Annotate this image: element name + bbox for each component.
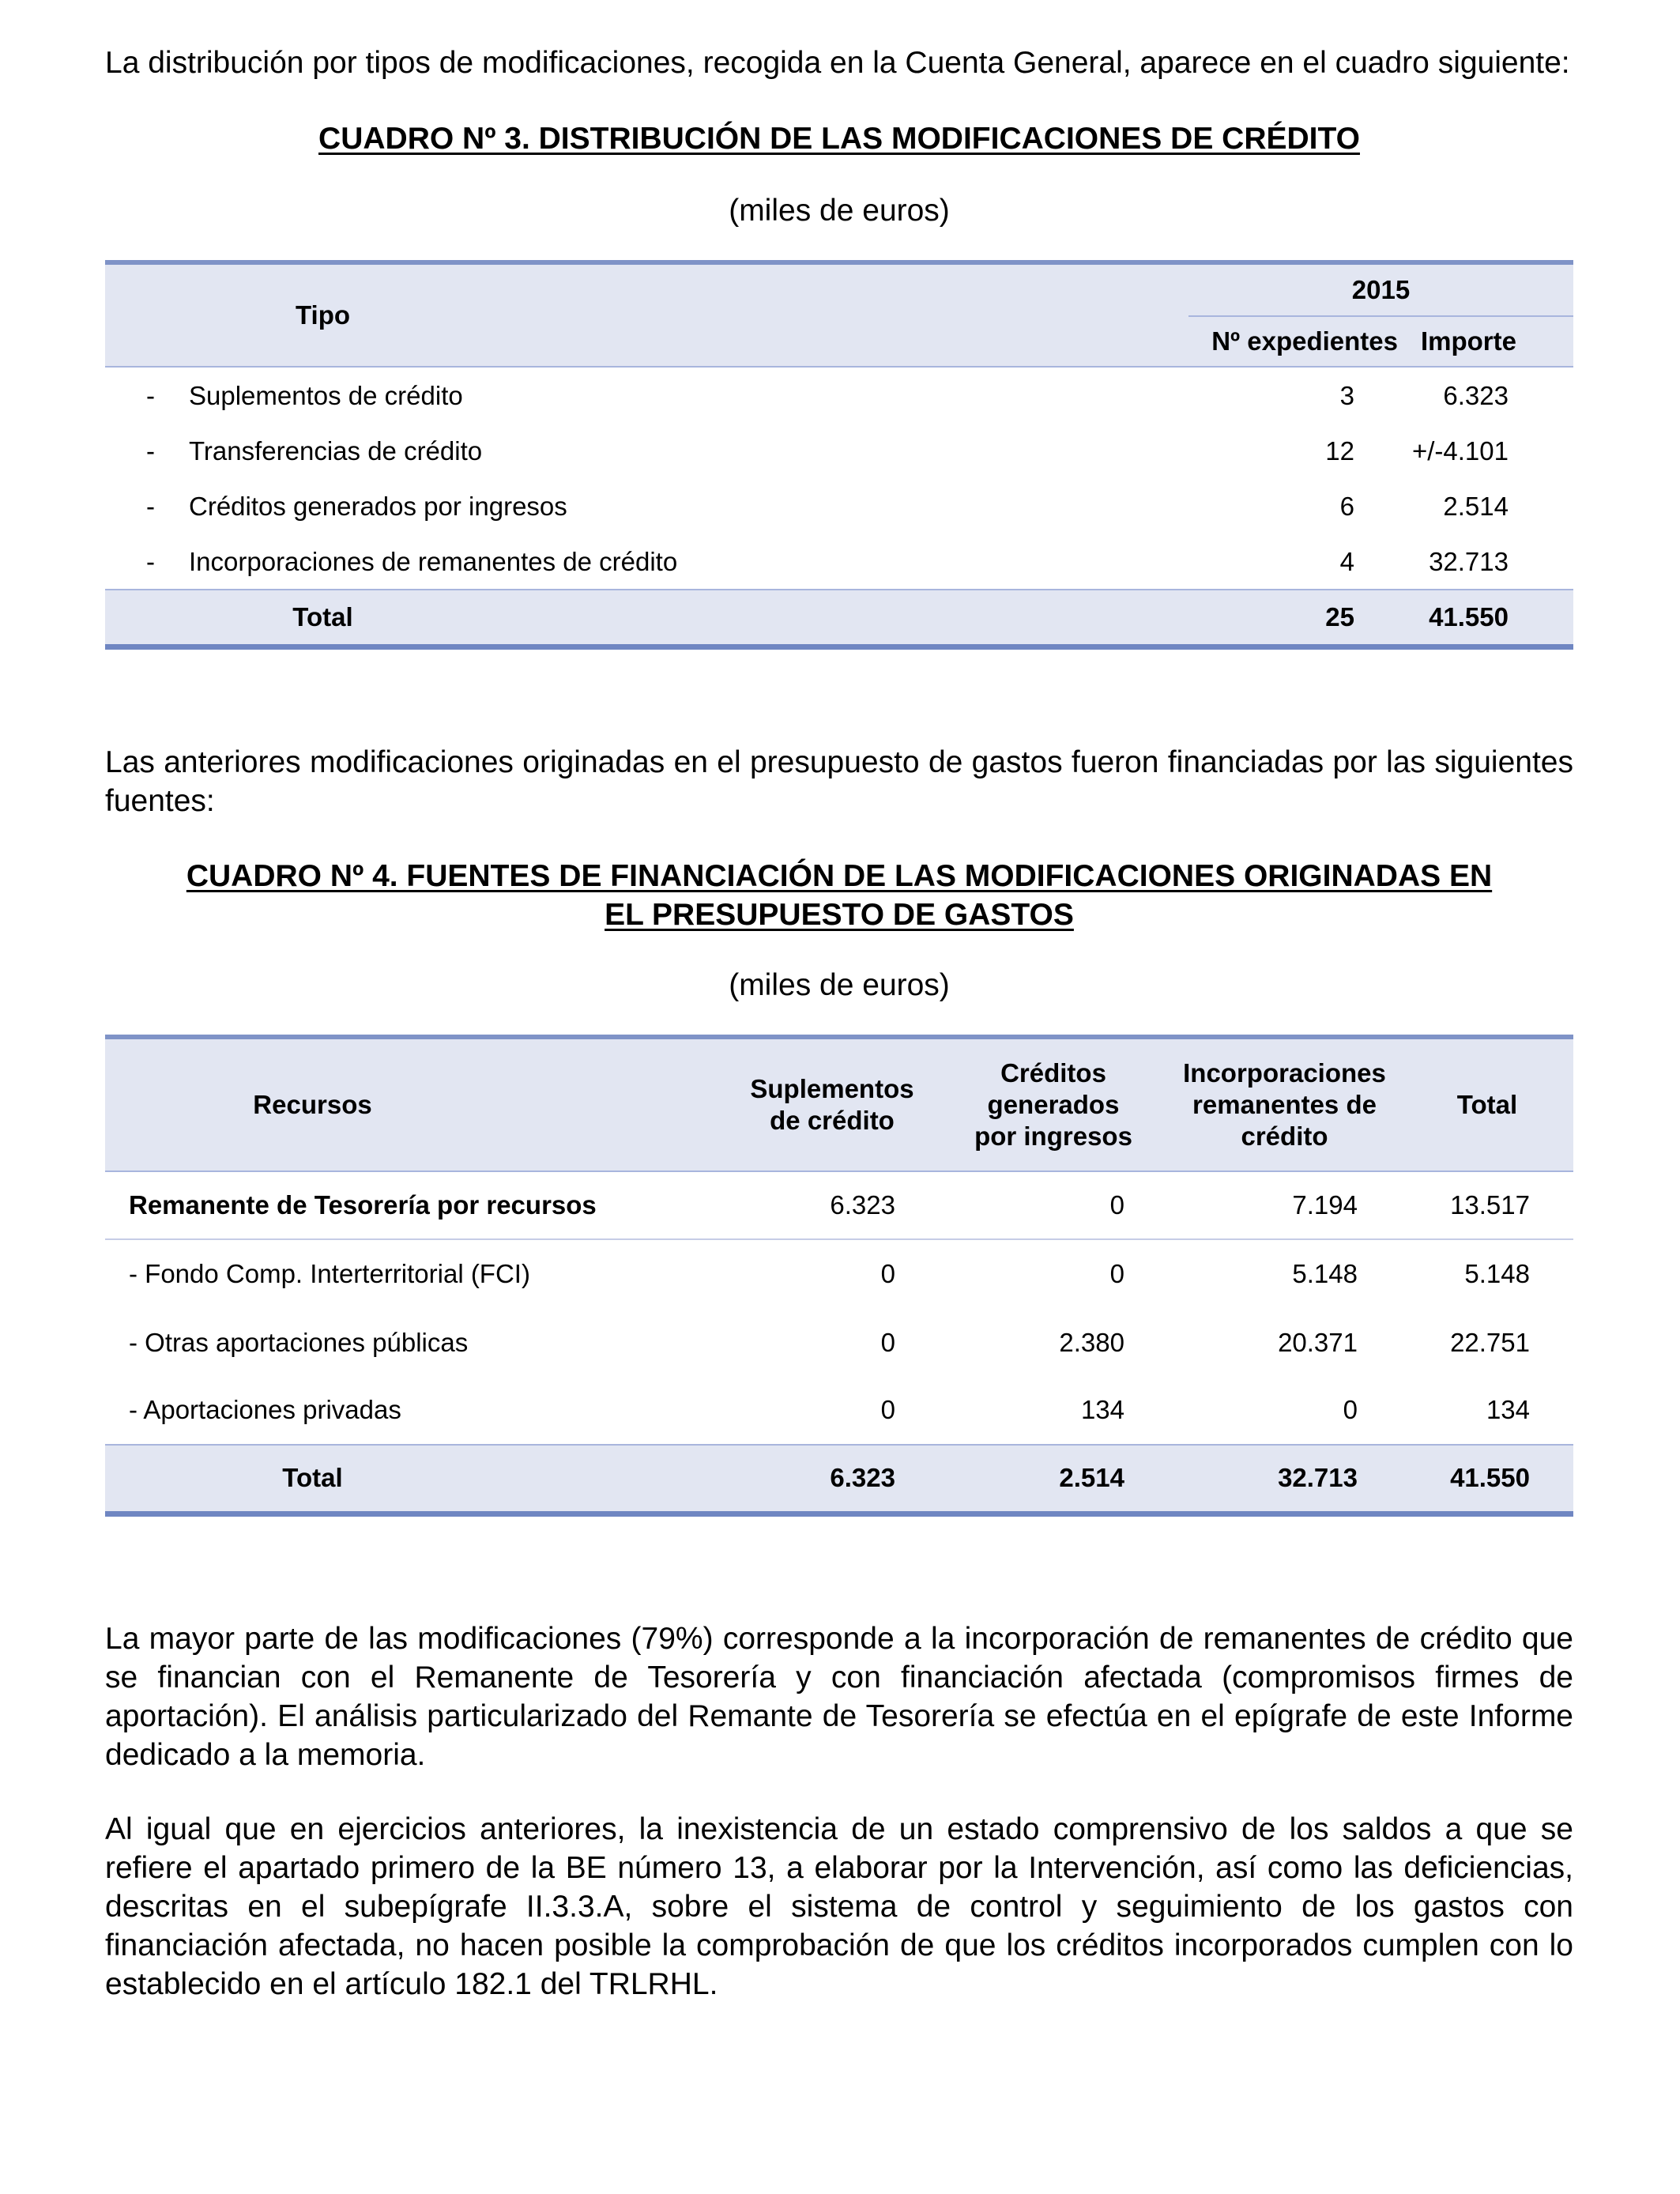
table3-header-importe: Importe bbox=[1420, 326, 1516, 356]
table4-header-incorporaciones bbox=[1168, 1037, 1401, 1171]
row-expedientes: 6 bbox=[1339, 492, 1354, 521]
table3-header-row-1 bbox=[105, 262, 1573, 316]
row-label: - Aportaciones privadas bbox=[129, 1395, 401, 1424]
table4-header-total: Total bbox=[1456, 1089, 1518, 1119]
intro-paragraph: La distribución por tipos de modificaciones, recogida en la Cuenta General, aparece en el cuadro siguiente: bbox=[105, 46, 1570, 80]
row-importe: 32.713 bbox=[1429, 546, 1509, 576]
table3-row bbox=[105, 424, 1573, 479]
total-label: Total bbox=[282, 1463, 343, 1493]
row-total: 134 bbox=[1486, 1395, 1530, 1424]
row-suplementos: 0 bbox=[880, 1259, 895, 1288]
header-line: crédito bbox=[1241, 1121, 1328, 1151]
header-line: Créditos bbox=[1000, 1057, 1106, 1088]
table4-row bbox=[105, 1171, 1573, 1239]
table4-header-suplementos bbox=[710, 1037, 939, 1171]
total-suplementos: 6.323 bbox=[830, 1463, 895, 1493]
row-label: Créditos generados por ingresos bbox=[189, 492, 567, 521]
row-importe: 2.514 bbox=[1443, 492, 1509, 521]
table4-total-row bbox=[105, 1445, 1573, 1514]
table4-title-line-1: CUADRO Nº 4. FUENTES DE FINANCIACIÓN DE LAS MODIFICACIONES ORIGINADAS EN bbox=[186, 858, 1493, 893]
table4-row bbox=[105, 1239, 1573, 1309]
middle-paragraph: Las anteriores modificaciones originadas en el presupuesto de gastos fueron financiadas por las siguientes fuentes: bbox=[105, 745, 1573, 818]
table4-units: (miles de euros) bbox=[729, 967, 950, 1002]
row-label: Transferencias de crédito bbox=[189, 436, 483, 466]
table3-row bbox=[105, 479, 1573, 534]
row-incorporaciones: 7.194 bbox=[1292, 1189, 1358, 1220]
row-expedientes: 3 bbox=[1339, 380, 1354, 410]
row-total: 13.517 bbox=[1450, 1189, 1530, 1220]
header-line: por ingresos bbox=[974, 1121, 1132, 1151]
row-importe: 6.323 bbox=[1443, 380, 1509, 410]
table4 bbox=[105, 1035, 1573, 1517]
row-dash: - bbox=[146, 436, 155, 466]
total-expedientes: 25 bbox=[1325, 601, 1354, 631]
total-creditos: 2.514 bbox=[1059, 1463, 1124, 1493]
paragraph-3: La mayor parte de las modificaciones (79%) corresponde a la incorporación de remanentes de crédito que se financian con el Remanente de Tesorería y con financiación afectada (compromisos firmes de aportación). El análisis particularizado del Remante de Tesorería se efectúa en el epígrafe de este Informe dedicado a la memoria. bbox=[105, 1622, 1573, 1772]
row-incorporaciones: 5.148 bbox=[1292, 1259, 1358, 1288]
row-creditos: 134 bbox=[1080, 1395, 1124, 1424]
table3-row bbox=[105, 367, 1573, 424]
row-suplementos: 0 bbox=[880, 1327, 895, 1357]
table3-header-year: 2015 bbox=[1188, 262, 1573, 316]
total-incorporaciones: 32.713 bbox=[1278, 1463, 1358, 1493]
document-page bbox=[105, 43, 1573, 2004]
table4-header-row bbox=[105, 1037, 1573, 1171]
header-line: generados bbox=[987, 1089, 1120, 1119]
table3-header-tipo: Tipo bbox=[295, 300, 351, 330]
row-suplementos: 0 bbox=[880, 1395, 895, 1424]
total-importe: 41.550 bbox=[1429, 601, 1509, 631]
row-label: - Otras aportaciones públicas bbox=[129, 1327, 469, 1357]
table3-total-row bbox=[105, 590, 1573, 647]
paragraph-4: Al igual que en ejercicios anteriores, la inexistencia de un estado comprensivo de los saldos a que se refiere el apartado primero de la BE número 13, a elaborar por la Intervención, así como las deficiencias, descritas en el subepígrafe II.3.3.A, sobre el sistema de control y seguimiento de los gastos con financiación afectada, no hacen posible la comprobación de que los créditos incorporados cumplen con lo establecido en el artículo 182.1 del TRLRHL. bbox=[105, 1812, 1573, 2001]
header-line: Suplementos bbox=[750, 1073, 914, 1103]
row-incorporaciones: 0 bbox=[1343, 1395, 1358, 1424]
header-line: de crédito bbox=[770, 1105, 895, 1135]
row-expedientes: 12 bbox=[1325, 436, 1354, 466]
header-line: remanentes de bbox=[1192, 1089, 1377, 1119]
row-total: 22.751 bbox=[1450, 1327, 1530, 1357]
table3-header-expedientes: Nº expedientes bbox=[1211, 326, 1398, 356]
table4-row bbox=[105, 1377, 1573, 1445]
row-expedientes: 4 bbox=[1339, 546, 1354, 576]
row-total: 5.148 bbox=[1464, 1259, 1530, 1288]
table3 bbox=[105, 260, 1573, 650]
row-creditos: 2.380 bbox=[1059, 1327, 1124, 1357]
row-label: Incorporaciones de remanentes de crédito bbox=[189, 546, 678, 576]
table4-title-line-2: EL PRESUPUESTO DE GASTOS bbox=[605, 897, 1074, 932]
row-importe: +/-4.101 bbox=[1411, 436, 1509, 466]
table3-row bbox=[105, 534, 1573, 590]
row-incorporaciones: 20.371 bbox=[1278, 1327, 1358, 1357]
row-label: Remanente de Tesorería por recursos bbox=[129, 1189, 597, 1220]
row-label: Suplementos de crédito bbox=[189, 380, 463, 410]
row-dash: - bbox=[146, 380, 155, 410]
table3-units: (miles de euros) bbox=[729, 194, 950, 228]
table4-header-recursos: Recursos bbox=[253, 1089, 372, 1119]
row-dash: - bbox=[146, 492, 155, 521]
row-creditos: 0 bbox=[1109, 1189, 1124, 1220]
total-label: Total bbox=[292, 601, 353, 631]
table3-title: CUADRO Nº 3. DISTRIBUCIÓN DE LAS MODIFICACIONES DE CRÉDITO bbox=[318, 122, 1360, 156]
row-creditos: 0 bbox=[1109, 1259, 1124, 1288]
row-dash: - bbox=[146, 546, 155, 576]
row-label: - Fondo Comp. Interterritorial (FCI) bbox=[129, 1259, 530, 1288]
table4-header-creditos bbox=[939, 1037, 1168, 1171]
total-total: 41.550 bbox=[1450, 1463, 1530, 1493]
header-line: Incorporaciones bbox=[1183, 1057, 1386, 1088]
table4-row bbox=[105, 1309, 1573, 1377]
row-suplementos: 6.323 bbox=[830, 1189, 895, 1220]
